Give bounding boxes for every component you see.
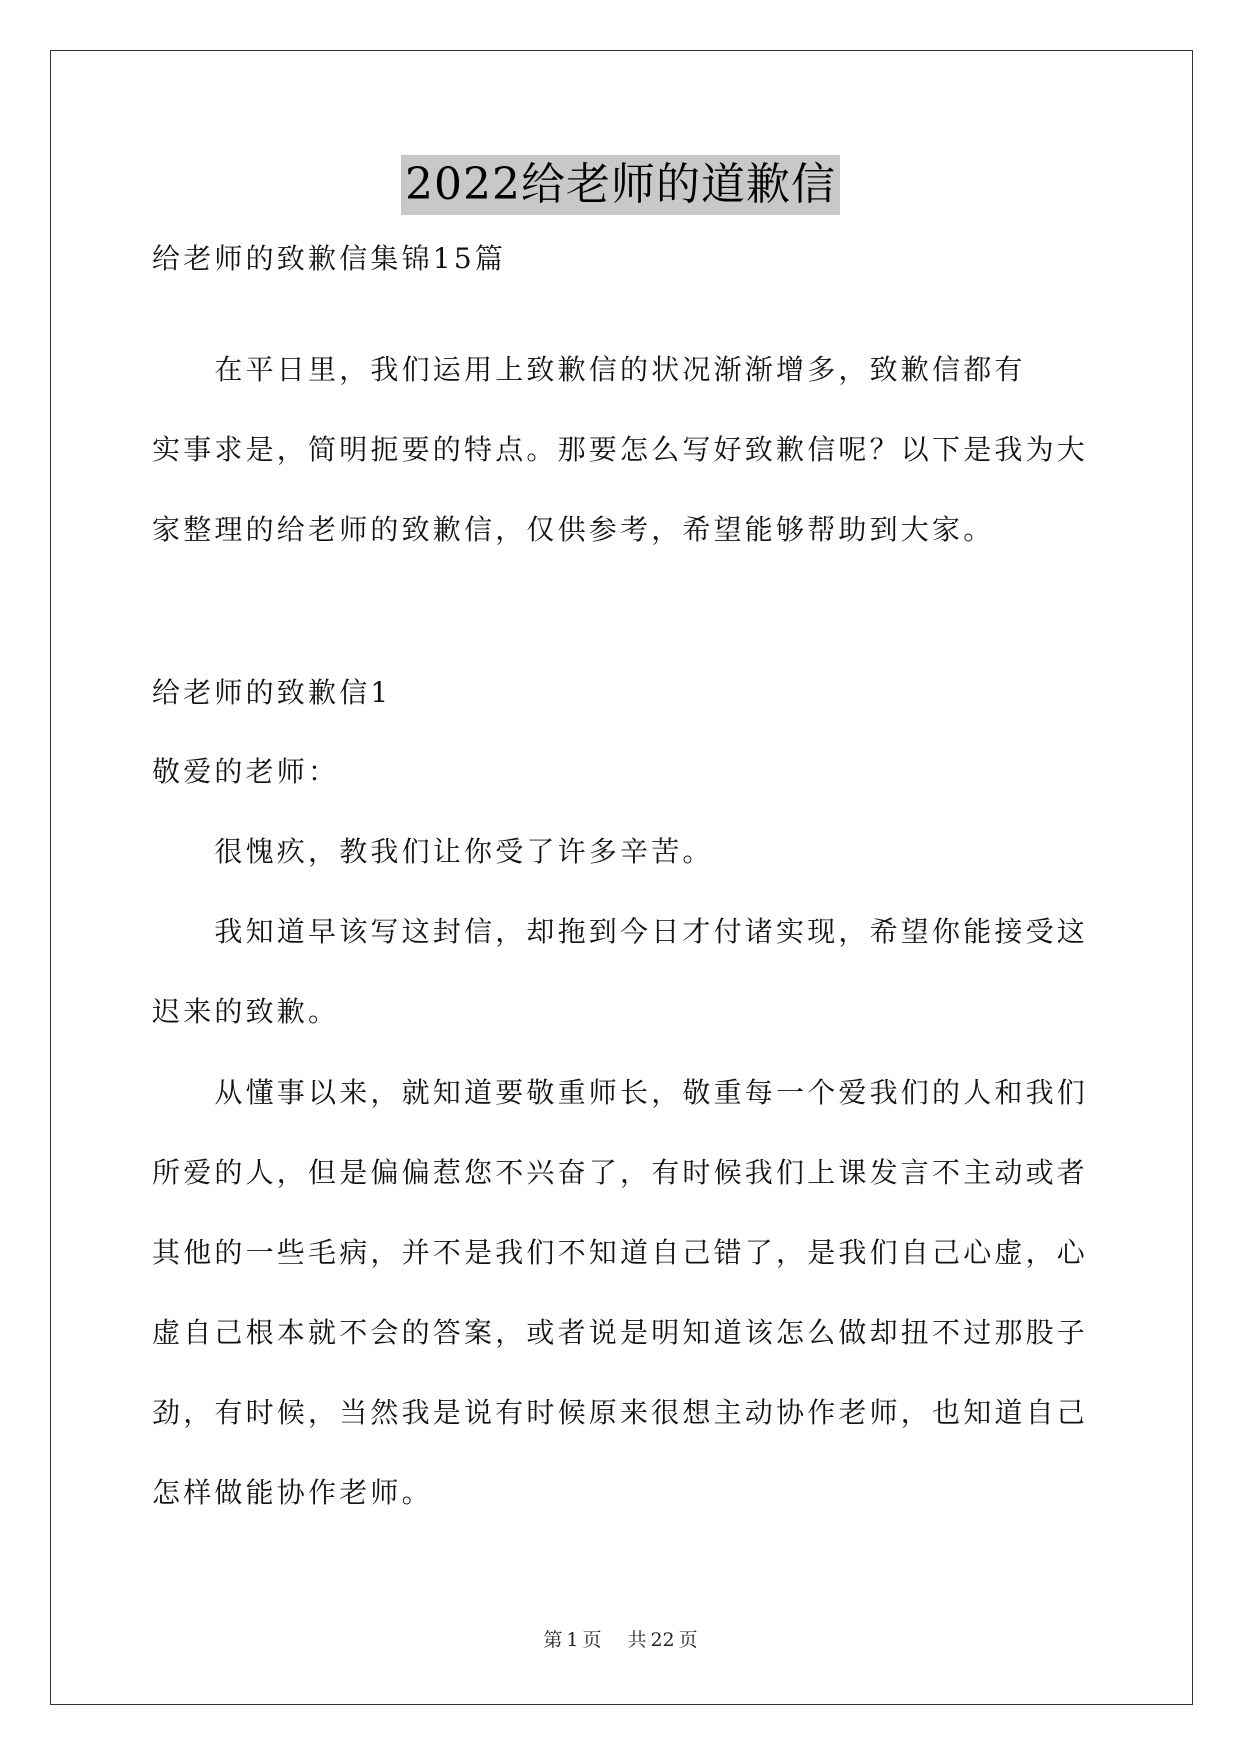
- current-page-number: 1: [566, 1629, 579, 1651]
- page-footer: [0, 1628, 1241, 1652]
- paragraph-3-line-5: 劲，有时候，当然我是说有时候原来很想主动协作老师，也知道自己: [152, 1396, 1089, 1429]
- intro-line-1: 在平日里，我们运用上致歉信的状况渐渐增多，致歉信都有: [152, 353, 1026, 386]
- paragraph-3-line-2: 所爱的人，但是偏偏惹您不兴奋了，有时候我们上课发言不主动或者: [152, 1156, 1089, 1189]
- page-label-suffix: 页: [582, 1629, 602, 1651]
- title-container: [0, 155, 1241, 215]
- section-heading: 给老师的致歉信1: [152, 676, 392, 709]
- intro-line-2: 实事求是，简明扼要的特点。那要怎么写好致歉信呢？以下是我为大: [152, 433, 1089, 466]
- paragraph-3-line-4: 虚自己根本就不会的答案，或者说是明知道该怎么做却扭不过那股子: [152, 1316, 1089, 1349]
- paragraph-1-line-1: 很愧疚，教我们让你受了许多辛苦。: [152, 835, 714, 868]
- total-label-suffix: 页: [678, 1629, 698, 1651]
- paragraph-2-line-2: 迟来的致歉。: [152, 995, 340, 1028]
- paragraph-2-line-1: 我知道早该写这封信，却拖到今日才付诸实现，希望你能接受这: [152, 915, 1089, 948]
- paragraph-3-line-6: 怎样做能协作老师。: [152, 1476, 433, 1509]
- page-label-prefix: 第: [543, 1629, 563, 1651]
- salutation: 敬爱的老师：: [152, 755, 340, 788]
- intro-line-3: 家整理的给老师的致歉信，仅供参考，希望能够帮助到大家。: [152, 513, 995, 546]
- total-label-prefix: 共: [627, 1629, 647, 1651]
- document-title: 2022给老师的道歉信: [401, 155, 840, 215]
- total-pages-number: 22: [650, 1629, 675, 1651]
- paragraph-3-line-1: 从懂事以来，就知道要敬重师长，敬重每一个爱我们的人和我们: [152, 1076, 1089, 1109]
- paragraph-3-line-3: 其他的一些毛病，并不是我们不知道自己错了，是我们自己心虚，心: [152, 1236, 1089, 1269]
- page-border: [50, 50, 1193, 1705]
- subtitle-line: 给老师的致歉信集锦15篇: [152, 242, 507, 275]
